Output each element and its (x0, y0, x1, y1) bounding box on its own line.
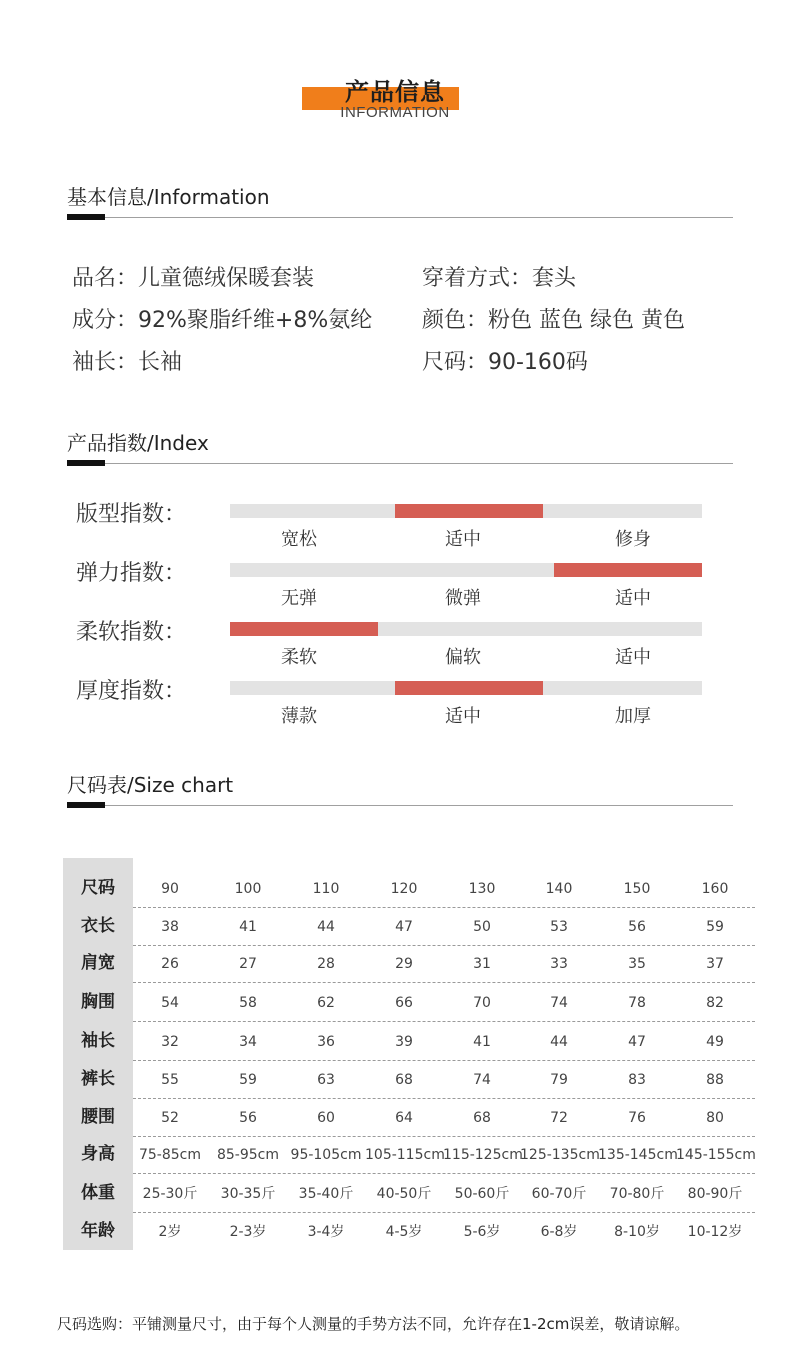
table-cell: 135-145cm (598, 1147, 678, 1163)
table-cell: 74 (473, 1072, 491, 1088)
info-size-range: 尺码：90-160码 (422, 350, 588, 375)
table-cell: 50-60斤 (454, 1186, 510, 1202)
table-cell: 140 (545, 881, 573, 897)
index-label: 柔软指数： (76, 620, 187, 645)
index-track (230, 504, 702, 518)
index-label: 弹力指数： (76, 561, 187, 586)
table-row (63, 1098, 755, 1137)
row-label: 身高 (81, 1144, 115, 1164)
table-cell: 33 (550, 956, 568, 972)
table-cell: 110 (312, 881, 340, 897)
table-row (63, 944, 755, 983)
info-sleeve: 袖长：长袖 (72, 350, 183, 375)
table-cell: 54 (161, 995, 179, 1011)
index-option: 薄款 (281, 706, 317, 727)
index-option: 偏软 (445, 647, 481, 668)
table-cell: 41 (239, 919, 257, 935)
index-option: 加厚 (615, 706, 651, 727)
row-label: 衣长 (81, 916, 115, 936)
row-label: 裤长 (81, 1069, 115, 1089)
table-cell: 160 (701, 881, 729, 897)
table-cell: 76 (628, 1110, 646, 1126)
table-cell: 68 (473, 1110, 491, 1126)
table-cell: 90 (161, 881, 179, 897)
index-option: 无弹 (281, 588, 317, 609)
table-cell: 85-95cm (216, 1147, 279, 1163)
index-option: 宽松 (281, 529, 317, 550)
table-cell: 49 (706, 1034, 724, 1050)
index-selected-bar (395, 681, 543, 695)
section-basic-header (67, 181, 733, 221)
table-cell: 47 (395, 919, 413, 935)
table-cell: 59 (706, 919, 724, 935)
table-cell: 44 (550, 1034, 568, 1050)
table-cell: 68 (395, 1072, 413, 1088)
index-option: 修身 (615, 529, 651, 550)
index-label: 厚度指数： (76, 679, 187, 704)
table-cell: 60 (317, 1110, 335, 1126)
table-cell: 35 (628, 956, 646, 972)
row-label: 袖长 (81, 1031, 115, 1051)
table-cell: 32 (161, 1034, 179, 1050)
table-row (63, 1135, 755, 1174)
index-option: 适中 (615, 647, 651, 668)
table-cell: 88 (706, 1072, 724, 1088)
table-cell: 120 (390, 881, 418, 897)
row-label: 胸围 (81, 992, 115, 1012)
table-cell: 105-115cm (365, 1147, 445, 1163)
table-cell: 79 (550, 1072, 568, 1088)
table-row (63, 907, 755, 946)
table-cell: 39 (395, 1034, 413, 1050)
index-track (230, 681, 702, 695)
table-cell: 2-3岁 (229, 1224, 267, 1240)
table-row (63, 983, 755, 1022)
table-row (63, 1174, 755, 1213)
table-cell: 72 (550, 1110, 568, 1126)
table-row (63, 1212, 755, 1251)
page-subtitle: INFORMATION (340, 104, 450, 121)
table-cell: 150 (623, 881, 651, 897)
table-row (63, 869, 755, 908)
table-cell: 59 (239, 1072, 257, 1088)
section-divider (67, 463, 733, 464)
table-cell: 70 (473, 995, 491, 1011)
section-title: 尺码表/Size chart (67, 773, 234, 797)
section-index-header (67, 427, 733, 467)
table-cell: 95-105cm (290, 1147, 362, 1163)
table-cell: 30-35斤 (220, 1186, 276, 1202)
table-cell: 6-8岁 (540, 1224, 578, 1240)
table-cell: 56 (628, 919, 646, 935)
row-label: 腰围 (81, 1107, 115, 1127)
table-cell: 80-90斤 (687, 1186, 743, 1202)
table-cell: 78 (628, 995, 646, 1011)
table-row (63, 1022, 755, 1061)
table-cell: 64 (395, 1110, 413, 1126)
index-option: 适中 (445, 706, 481, 727)
index-selected-bar (230, 622, 378, 636)
index-option: 柔软 (281, 647, 317, 668)
table-cell: 47 (628, 1034, 646, 1050)
table-cell: 55 (161, 1072, 179, 1088)
table-row (63, 1060, 755, 1099)
index-track (230, 622, 702, 636)
table-cell: 3-4岁 (307, 1224, 345, 1240)
info-wear-style: 穿着方式：套头 (422, 266, 577, 291)
info-colors: 颜色：粉色 蓝色 绿色 黄色 (422, 308, 685, 333)
table-cell: 5-6岁 (463, 1224, 501, 1240)
row-label: 体重 (81, 1183, 115, 1203)
table-cell: 4-5岁 (385, 1224, 423, 1240)
row-label: 肩宽 (81, 953, 115, 973)
table-cell: 31 (473, 956, 491, 972)
table-cell: 56 (239, 1110, 257, 1126)
table-cell: 50 (473, 919, 491, 935)
index-option: 适中 (445, 529, 481, 550)
section-title: 产品指数/Index (67, 431, 209, 455)
table-cell: 29 (395, 956, 413, 972)
table-cell: 35-40斤 (298, 1186, 354, 1202)
index-selected-bar (395, 504, 543, 518)
page-title: 产品信息 (345, 78, 445, 106)
info-material: 成分：92%聚脂纤维+8%氨纶 (72, 308, 373, 333)
index-selected-bar (554, 563, 702, 577)
index-track (230, 563, 702, 577)
table-cell: 8-10岁 (614, 1224, 660, 1240)
table-cell: 27 (239, 956, 257, 972)
table-cell: 52 (161, 1110, 179, 1126)
table-cell: 63 (317, 1072, 335, 1088)
section-divider (67, 217, 733, 218)
table-cell: 75-85cm (138, 1147, 201, 1163)
table-cell: 44 (317, 919, 335, 935)
section-title: 基本信息/Information (67, 185, 270, 209)
section-marker (67, 460, 105, 466)
table-cell: 115-125cm (443, 1147, 523, 1163)
table-cell: 62 (317, 995, 335, 1011)
table-cell: 53 (550, 919, 568, 935)
section-marker (67, 802, 105, 808)
table-cell: 74 (550, 995, 568, 1011)
table-cell: 70-80斤 (609, 1186, 665, 1202)
index-option: 微弹 (445, 588, 481, 609)
table-cell: 60-70斤 (531, 1186, 587, 1202)
index-label: 版型指数： (76, 502, 187, 527)
sizing-footnote: 尺码选购：平铺测量尺寸，由于每个人测量的手势方法不同，允许存在1-2cm误差，敬请谅解。 (57, 1315, 690, 1333)
table-cell: 83 (628, 1072, 646, 1088)
page-header (0, 70, 790, 130)
index-option: 适中 (615, 588, 651, 609)
table-cell: 34 (239, 1034, 257, 1050)
table-cell: 58 (239, 995, 257, 1011)
section-divider (67, 805, 733, 806)
table-cell: 125-135cm (520, 1147, 600, 1163)
table-cell: 38 (161, 919, 179, 935)
table-cell: 40-50斤 (376, 1186, 432, 1202)
table-cell: 145-155cm (676, 1147, 756, 1163)
table-cell: 41 (473, 1034, 491, 1050)
table-cell: 37 (706, 956, 724, 972)
table-cell: 26 (161, 956, 179, 972)
table-cell: 25-30斤 (142, 1186, 198, 1202)
section-size-header (67, 769, 733, 809)
row-label: 年龄 (81, 1221, 115, 1241)
table-cell: 82 (706, 995, 724, 1011)
section-marker (67, 214, 105, 220)
table-cell: 10-12岁 (687, 1224, 743, 1240)
table-cell: 100 (234, 881, 262, 897)
table-cell: 2岁 (158, 1224, 182, 1240)
row-label: 尺码 (81, 878, 115, 898)
table-cell: 66 (395, 995, 413, 1011)
table-cell: 36 (317, 1034, 335, 1050)
table-cell: 80 (706, 1110, 724, 1126)
table-cell: 130 (468, 881, 496, 897)
info-product-name: 品名：儿童德绒保暖套装 (72, 266, 315, 291)
table-cell: 28 (317, 956, 335, 972)
